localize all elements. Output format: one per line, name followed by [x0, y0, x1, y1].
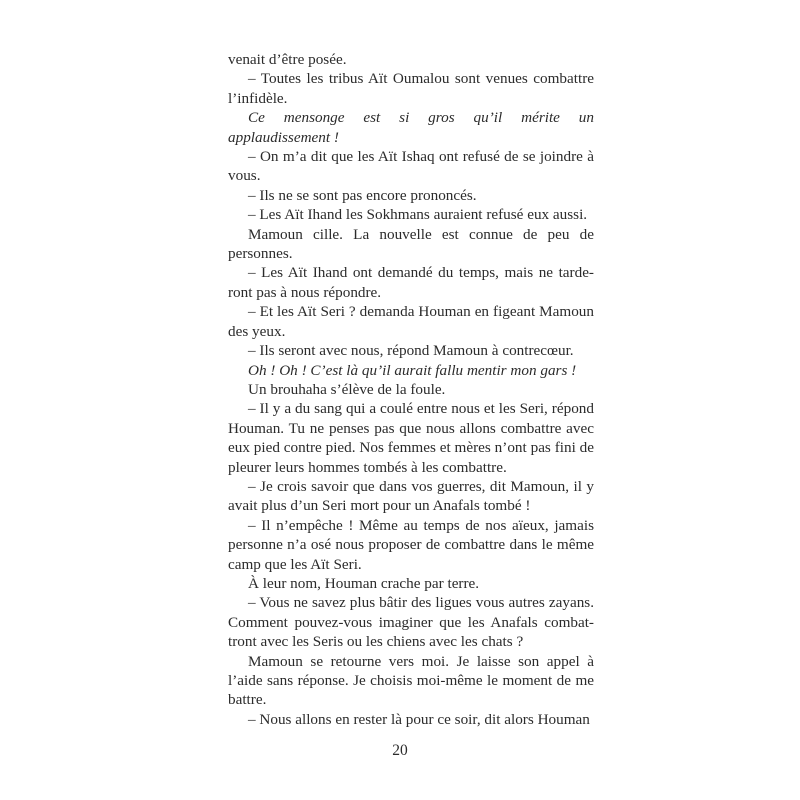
- paragraph: – Les Aït Ihand ont demandé du temps, mais ne tarde-ront pas à nous répondre.: [228, 264, 594, 301]
- paragraph: – Les Aït Ihand les Sokhmans auraient refusé eux aussi.: [248, 206, 588, 224]
- paragraph: venait d’être posée.: [228, 51, 347, 68]
- paragraph: Mamoun se retourne vers moi. Je laisse son appel à l’aide sans réponse. Je choisis moi-même le moment de me battre.: [228, 652, 594, 709]
- paragraph: À leur nom, Houman crache par terre.: [248, 574, 480, 592]
- paragraph: – Il n’empêche ! Même au temps de nos aïeux, jamais personne n’a osé nous proposer de combattre dans le même camp que les Aït Seri.: [228, 516, 594, 573]
- paragraph-italic: Ce mensonge est si gros qu’il mérite un applaudissement !: [228, 109, 594, 146]
- paragraph: – Il y a du sang qui a coulé entre nous et les Seri, répond Houman. Tu ne penses pas que nous allons combattre avec eux pied contre pied. Nos femmes et mères n’ont pas fini de pleurer leurs hommes tombés à les combattre.: [228, 400, 594, 476]
- paragraph-italic: Oh ! Oh ! C’est là qu’il aurait fallu mentir mon gars !: [248, 361, 577, 379]
- page-number: 20: [392, 742, 408, 759]
- paragraph: – Je crois savoir que dans vos guerres, dit Mamoun, il y avait plus d’un Seri mort pour un Anafals tombé !: [228, 477, 594, 515]
- paragraph: – Et les Aït Seri ? demanda Houman en figeant Mamoun des yeux.: [228, 303, 594, 340]
- paragraph: Un brouhaha s’élève de la foule.: [248, 380, 446, 398]
- paragraph: – Ils seront avec nous, répond Mamoun à contrecœur.: [248, 342, 574, 360]
- paragraph: Mamoun cille. La nouvelle est connue de peu de personnes.: [228, 225, 594, 263]
- paragraph: – Toutes les tribus Aït Oumalou sont venues combattre l’infidèle.: [228, 70, 594, 107]
- paragraph: – Ils ne se sont pas encore prononcés.: [248, 186, 477, 204]
- paragraph: – Vous ne savez plus bâtir des ligues vous autres zayans. Comment pouvez-vous imaginer que les Anafals combat-tront avec les Seris ou les chiens avec les chats ?: [228, 594, 594, 651]
- page-body-text: [228, 50, 594, 729]
- paragraph: – Nous allons en rester là pour ce soir, dit alors Houman: [248, 710, 590, 728]
- paragraph: – On m’a dit que les Aït Ishaq ont refusé de se joindre à vous.: [228, 148, 594, 185]
